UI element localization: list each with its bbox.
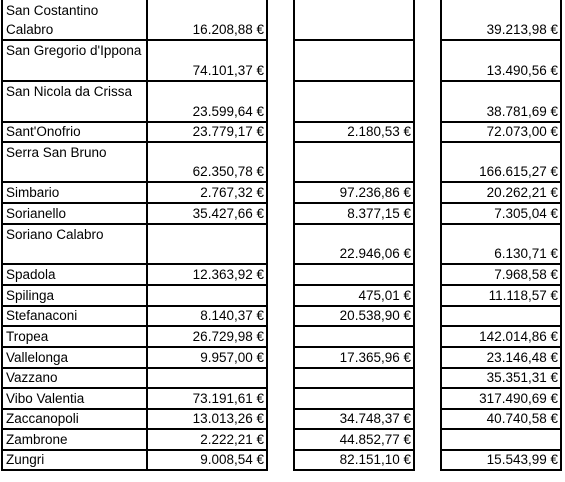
value-cell-c1: 9.957,00 €: [200, 350, 264, 365]
value-cell-c1: 26.729,98 €: [192, 329, 264, 344]
grid-vline: [560, 0, 562, 471]
row-name-cell: Serra San Bruno: [6, 145, 107, 160]
grid-hline: [293, 80, 415, 82]
row-name-cell: Zaccanopoli: [6, 411, 79, 426]
grid-vline: [1, 0, 3, 471]
grid-hline: [440, 181, 562, 183]
value-cell-c2: 97.236,86 €: [339, 185, 411, 200]
value-cell-c2: 17.365,96 €: [339, 350, 411, 365]
value-cell-c1: 13.013,26 €: [192, 411, 264, 426]
grid-hline: [146, 469, 268, 471]
grid-hline: [440, 305, 562, 307]
grid-hline: [146, 223, 268, 225]
grid-hline: [440, 387, 562, 389]
value-cell-c3: 20.262,21 €: [486, 185, 558, 200]
grid-hline: [440, 141, 562, 143]
grid-hline: [146, 181, 268, 183]
row-name-cell: Sant'Onofrio: [6, 124, 81, 139]
grid-hline: [1, 284, 148, 286]
value-cell-c1: 62.350,78 €: [192, 164, 264, 179]
row-name-cell: Stefanaconi: [6, 308, 78, 323]
grid-hline: [146, 428, 268, 430]
value-cell-c1: 35.427,66 €: [192, 206, 264, 221]
value-cell-c3: 15.543,99 €: [486, 452, 558, 467]
grid-hline: [1, 469, 148, 471]
value-cell-c3: 35.351,31 €: [486, 370, 558, 385]
grid-hline: [293, 325, 415, 327]
value-cell-c2: 22.946,06 €: [339, 246, 411, 261]
grid-hline: [146, 346, 268, 348]
value-cell-c1: 23.599,64 €: [192, 104, 264, 119]
row-name-cell: Zungri: [6, 452, 45, 467]
value-cell-c1: 8.140,37 €: [200, 308, 264, 323]
grid-hline: [146, 39, 268, 41]
value-cell-c2: 2.180,53 €: [347, 124, 411, 139]
row-name-cell: Sorianello: [6, 206, 67, 221]
row-name-cell: Spilinga: [6, 288, 55, 303]
value-cell-c1: 2.222,21 €: [200, 432, 264, 447]
grid-hline: [146, 284, 268, 286]
grid-vline: [413, 0, 415, 471]
value-cell-c3: 11.118,57 €: [488, 288, 558, 303]
value-cell-c2: 44.852,77 €: [339, 432, 411, 447]
value-cell-c3: 72.073,00 €: [486, 124, 558, 139]
grid-hline: [1, 428, 148, 430]
grid-hline: [146, 367, 268, 369]
grid-hline: [293, 181, 415, 183]
grid-hline: [440, 428, 562, 430]
row-name-cell: San Nicola da Crissa: [6, 84, 133, 99]
value-cell-c2: 82.151,10 €: [339, 452, 411, 467]
grid-hline: [146, 202, 268, 204]
value-cell-c1: 74.101,37 €: [192, 63, 264, 78]
value-cell-c1: 2.767,32 €: [200, 185, 264, 200]
grid-hline: [293, 263, 415, 265]
grid-hline: [146, 387, 268, 389]
grid-hline: [293, 284, 415, 286]
value-cell-c3: 317.490,69 €: [479, 391, 558, 406]
grid-hline: [146, 80, 268, 82]
row-name-cell: Simbario: [6, 185, 60, 200]
row-name-cell: Tropea: [6, 329, 49, 344]
grid-hline: [293, 202, 415, 204]
row-name-cell: Vazzano: [6, 370, 58, 385]
grid-hline: [1, 181, 148, 183]
value-cell-c3: 39.213,98 €: [486, 22, 558, 37]
value-cell-c3: 166.615,27 €: [479, 164, 558, 179]
value-cell-c1: 12.363,92 €: [192, 267, 264, 282]
row-name-cell: San Gregorio d'Ippona: [6, 43, 142, 58]
value-cell-c3: 38.781,69 €: [486, 104, 558, 119]
value-cell-c2: 8.377,15 €: [347, 206, 411, 221]
grid-hline: [293, 367, 415, 369]
value-cell-c1: 9.008,54 €: [200, 452, 264, 467]
grid-hline: [440, 39, 562, 41]
grid-hline: [1, 387, 148, 389]
grid-hline: [440, 263, 562, 265]
value-cell-c3: 7.305,04 €: [494, 206, 558, 221]
grid-vline: [440, 0, 442, 471]
grid-hline: [146, 325, 268, 327]
value-cell-c3: 13.490,56 €: [486, 63, 558, 78]
grid-hline: [293, 346, 415, 348]
value-cell-c1: 16.208,88 €: [192, 22, 264, 37]
row-name-cell: Spadola: [6, 267, 56, 282]
row-name-cell: San Costantino Calabro: [6, 3, 99, 37]
grid-hline: [1, 202, 148, 204]
row-name-cell: Soriano Calabro: [6, 227, 104, 242]
value-cell-c3: 23.146,48 €: [486, 350, 558, 365]
grid-hline: [293, 141, 415, 143]
grid-hline: [293, 387, 415, 389]
grid-hline: [440, 284, 562, 286]
grid-hline: [293, 39, 415, 41]
grid-hline: [1, 263, 148, 265]
value-cell-c1: 23.779,17 €: [192, 124, 264, 139]
grid-hline: [1, 325, 148, 327]
grid-hline: [440, 346, 562, 348]
grid-hline: [146, 141, 268, 143]
value-cell-c2: 20.538,90 €: [339, 308, 411, 323]
grid-hline: [293, 223, 415, 225]
value-cell-c3: 6.130,71 €: [494, 246, 558, 261]
row-name-cell: Vallelonga: [6, 350, 69, 365]
value-cell-c1: 73.191,61 €: [192, 391, 264, 406]
grid-hline: [293, 469, 415, 471]
grid-hline: [146, 263, 268, 265]
grid-vline: [266, 0, 268, 471]
grid-hline: [440, 469, 562, 471]
value-cell-c3: 40.740,58 €: [486, 411, 558, 426]
grid-hline: [440, 325, 562, 327]
row-name-cell: Zambrone: [6, 432, 68, 447]
grid-hline: [1, 346, 148, 348]
grid-hline: [440, 80, 562, 82]
value-cell-c2: 34.748,37 €: [339, 411, 411, 426]
grid-hline: [440, 202, 562, 204]
grid-vline: [293, 0, 295, 471]
grid-vline: [146, 0, 148, 471]
grid-hline: [440, 223, 562, 225]
row-name-cell: Vibo Valentia: [6, 391, 85, 406]
value-cell-c3: 142.014,86 €: [479, 329, 558, 344]
grid-hline: [293, 428, 415, 430]
value-cell-c3: 7.968,58 €: [494, 267, 558, 282]
value-cell-c2: 475,01 €: [358, 288, 411, 303]
